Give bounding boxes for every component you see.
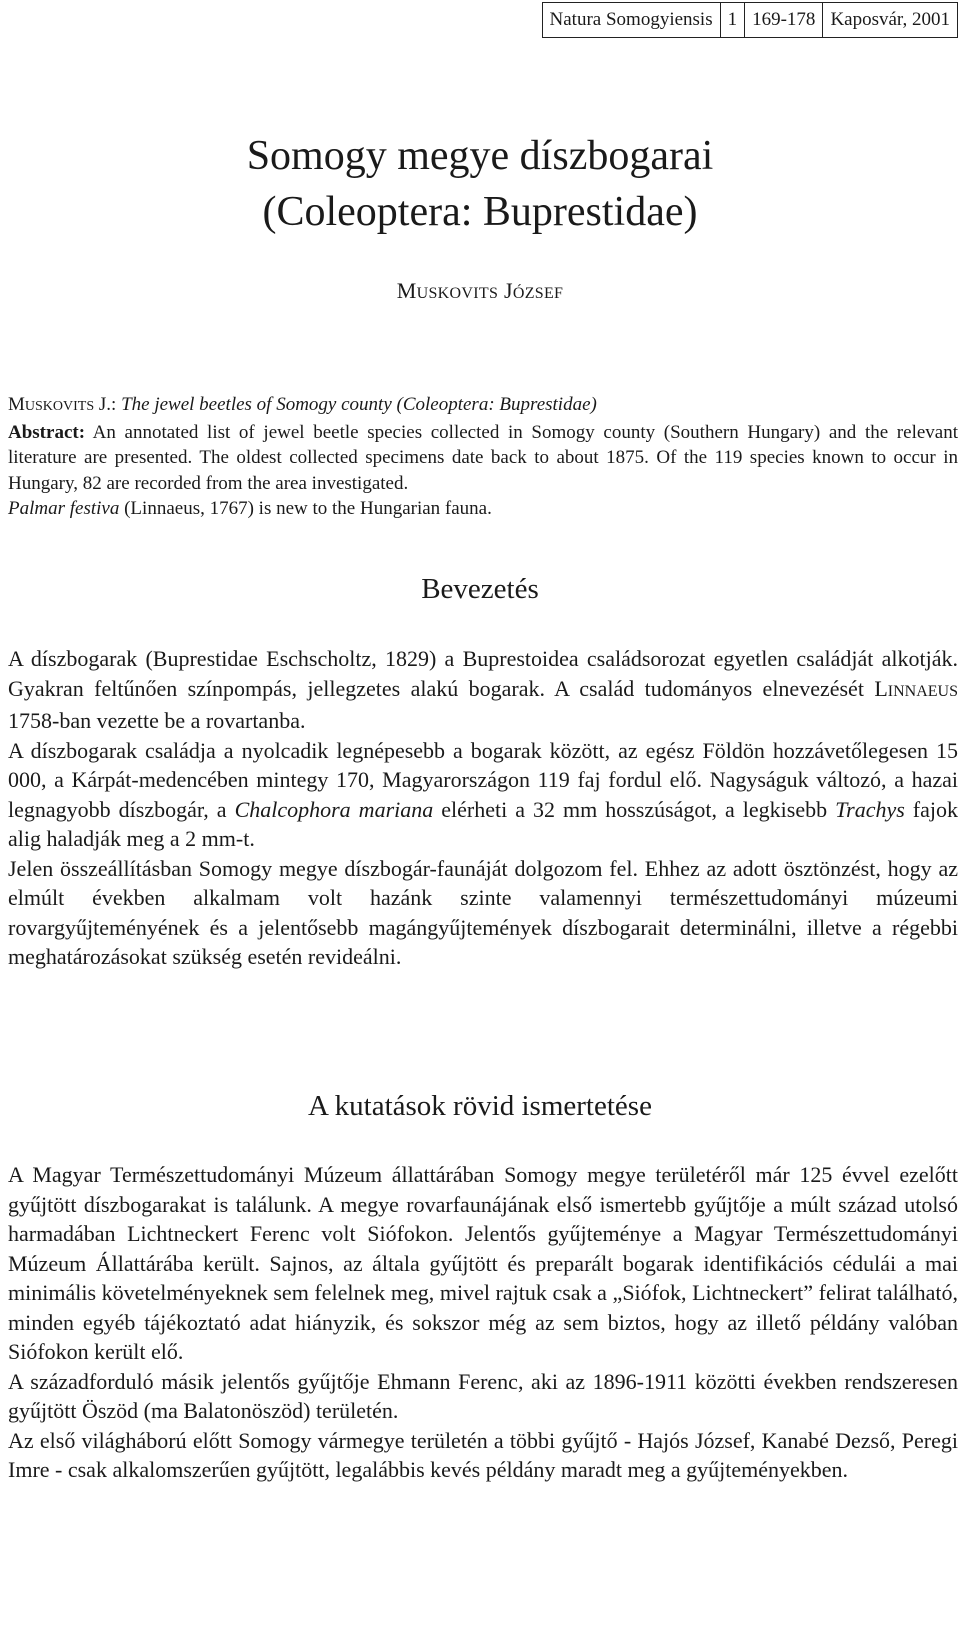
journal-volume: 1 [720,3,745,37]
journal-pages: 169-178 [744,3,822,37]
abstract-citation: MUSKOVITS J.: The jewel beetles of Somogy county (Coleoptera: Buprestidae) [8,394,597,415]
title-line-1: Somogy megye díszbogarai [246,133,714,179]
paragraph: A díszbogarak családja a nyolcadik legnépesebb a bogarak között, az egész Földön hozzávetőlegesen 15 000, a Kárpát-medencében mintegy 170, Magyarországon 119 faj fordul elő. Nagyságuk változó, a hazai legnagyobb díszbogár, a Chalcophora mariana elérheti a 32 mm hosszúságot, a legkisebb Trachys fajok alig haladják meg a 2 mm-t. [8,737,958,851]
paragraph: A díszbogarak (Buprestidae Eschscholtz, 1829) a Buprestoidea családsorozat egyetlen családját alkotják. Gyakran feltűnően színpompás, jellegzetes alakú bogarak. A család tudományos elnevezését LINNAEUS 1758-ban vezette be a rovartanba. [8,646,958,733]
article-title [0,128,960,240]
abstract-body: Abstract: An annotated list of jewel beetle species collected in Somogy county (Southern Hungary) and the relevant literature are presented. The oldest collected specimens date back to about 1875. Of the 119 species known to occur in Hungary, 82 are recorded from the area investigated. Palmar festiva (Linnaeus, 1767) is new to the Hungarian fauna. [8,421,958,519]
section-heading-research-overview: A kutatások rövid ismertetése [308,1090,652,1122]
journal-header-box [542,2,958,38]
journal-name: Natura Somogyiensis [549,9,713,30]
paragraph: Jelen összeállításban Somogy megye díszbogár-faunáját dolgozom fel. Ehhez az adott ösztönzést, hogy az elmúlt években alkalmam volt hazánk szinte valamennyi természettudományi múzeumi rovargyűjteményének és a jelentősebb magángyűjtemények díszbogarait determinálni, illetve a régebbi meghatározásokat szükség esetén revideálni. [8,855,958,969]
abstract-label: Abstract: [8,421,86,443]
paragraph: A Magyar Természettudományi Múzeum állattárában Somogy megye területéről már 125 évvel ezelőtt gyűjtött díszbogarakat is találunk. A megye rovarfaunájának első ismertebb gyűjtője a múlt század utolsó harmadában Lichtneckert Ferenc volt Siófokon. Jelentős gyűjteménye a Magyar Természettudományi Múzeum Állattárába került. Sajnos, az általa gyűjtött és preparált bogarak identifikációs cédulái a mai minimális követelményeknek sem felelnek meg, mivel rajtuk csak a „Siófok, Lichtneckert” felirat található, minden egyéb tájékoztató adat hiányzik, és sokszor még az sem biztos, hogy az illető példány valóban Siófokon került elő. [8,1162,958,1364]
abstract-block [8,392,958,522]
paragraph: A századforduló másik jelentős gyűjtője Ehmann Ferenc, aki az 1896-1911 közötti években rendszeresen gyűjtött Öszöd (ma Balatonöszöd) területén. [8,1368,958,1423]
title-line-2: (Coleoptera: Buprestidae) [262,189,698,235]
author-name: MUSKOVITS JÓZSEF [396,278,564,303]
section-research-overview-body [8,1160,958,1485]
abstract-species: Palmar festiva [8,498,120,519]
journal-place-year: Kaposvár, 2001 [822,3,957,37]
section-heading-introduction: Bevezetés [421,573,539,605]
section-introduction-body [8,644,958,972]
paragraph: Az első világháború előtt Somogy vármegye területén a többi gyűjtő - Hajós József, Kanabé Dezső, Peregi Imre - csak alkalomszerűen gyűjtött, legalábbis kevés példány maradt meg a gyűjteményekben. [8,1427,958,1482]
